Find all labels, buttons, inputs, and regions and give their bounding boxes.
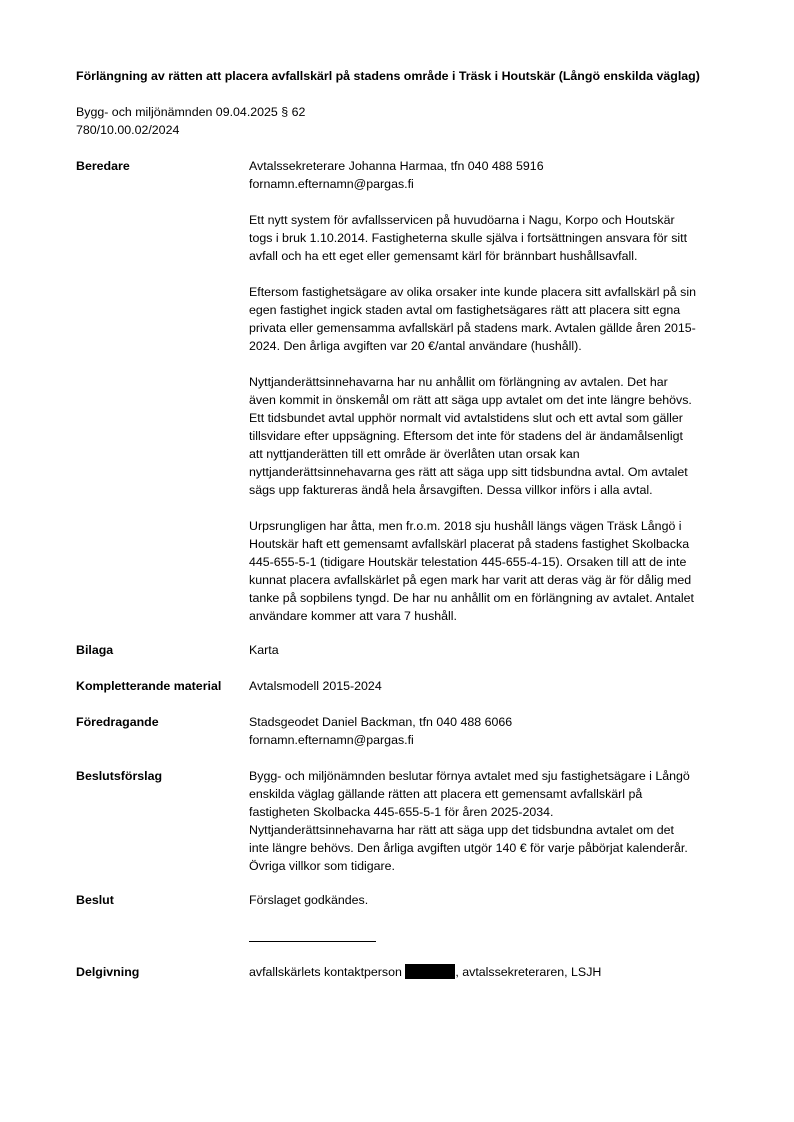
section-content <box>249 963 744 981</box>
section-label: Kompletterande material <box>76 679 222 693</box>
text-line: Ett nytt system för avfallsservicen på huvudöarna i Nagu, Korpo och Houtskär <box>249 213 675 227</box>
paragraph <box>249 373 744 499</box>
section-label: Bilaga <box>76 643 114 657</box>
section-label: Beredare <box>76 159 130 173</box>
section-content <box>249 767 744 875</box>
section-label: Delgivning <box>76 965 140 979</box>
text-line: fastigheten Skolbacka 445-655-5-1 för åren 2025-2034. <box>249 805 554 819</box>
text-line: avfall och ha ett eget eller gemensamt kärl för brännbart hushållsavfall. <box>249 249 638 263</box>
text-line: privata eller gemensamma avfallskärl på stadens mark. Avtalen gällde åren 2015- <box>249 321 696 335</box>
text-line: nyttjanderättsinnehavarna ges rätt att säga upp sitt tidsbundna avtal. Om avtalet <box>249 465 688 479</box>
text-line: Nyttjanderättsinnehavarna har nu anhållit om förlängning av avtalen. Det har <box>249 375 668 389</box>
distribution-text-rest: , avtalssekreteraren, LSJH <box>455 965 602 979</box>
text-line: Bygg- och miljönämnden beslutar förnya avtalet med sju fastighetsägare i Långö <box>249 769 690 783</box>
text-line: enskilda väglag gällande rätten att placera ett gemensamt avfallskärl på <box>249 787 643 801</box>
contact-line: Avtalssekreterare Johanna Harmaa, tfn 040 488 5916 <box>249 159 544 173</box>
text-line: Övriga villkor som tidigare. <box>249 859 395 873</box>
text-line: Houtskär haft ett gemensamt avfallskärl placerat på stadens fastighet Skolbacka <box>249 537 690 551</box>
document-meta <box>76 103 305 139</box>
paragraph <box>249 211 744 265</box>
text-line: tanke på sopbilens tyngd. De har nu anhållit om en förlängning av avtalet. Antalet <box>249 591 694 605</box>
text-line: Urpsrungligen har åtta, men fr.o.m. 2018 sju hushåll längs vägen Träsk Långö i <box>249 519 682 533</box>
text-line: inte längre behövs. Den årliga avgiften utgör 140 € för varje påbörjat kalenderår. <box>249 841 688 855</box>
text-line: togs i bruk 1.10.2014. Fastigheterna skulle själva i fortsättningen ansvara för sitt <box>249 231 688 245</box>
text-line: 2024. Den årliga avgiften var 20 €/antal användare (hushåll). <box>249 339 582 353</box>
text-line: Nyttjanderättsinnehavarna har rätt att säga upp det tidsbundna avtalet om det <box>249 823 674 837</box>
attachment-value: Karta <box>249 643 279 657</box>
separator-line <box>249 941 376 942</box>
text-line: egen fastighet ingick staden avtal om fastighetsägares rätt att placera sitt egna <box>249 303 681 317</box>
section-label: Beslut <box>76 893 114 907</box>
text-line: Eftersom fastighetsägare av olika orsaker inte kunde placera sitt avfallskärl på sin <box>249 285 696 299</box>
text-line: 445-655-5-1 (tidigare Houtskär telestation 445-655-4-15). Orsaken till att de inte <box>249 555 687 569</box>
section-content <box>249 157 744 643</box>
text-line: Ett tidsbundet avtal upphör normalt vid avtalstidens slut och ett avtal som gäller <box>249 411 683 425</box>
text-line: att nyttjanderätten till ett område är överlåten utan orsak kan <box>249 447 580 461</box>
paragraph <box>249 517 744 625</box>
paragraph <box>249 283 744 355</box>
text-line: sägs upp faktureras ändå hela årsavgiften. Dessa villkor införs i alla avtal. <box>249 483 653 497</box>
redacted-name <box>405 964 455 979</box>
text-line: användare kommer att vara 7 hushåll. <box>249 609 457 623</box>
supplementary-value: Avtalsmodell 2015-2024 <box>249 679 382 693</box>
text-line: kunnat placera avfallskärlet på egen mark har varit att deras väg är för dålig med <box>249 573 692 587</box>
section-label: Beslutsförslag <box>76 769 163 783</box>
text-line: tillsvidare efter uppsägning. Eftersom det inte för stadens del är ändamålsenligt <box>249 429 683 443</box>
decision-value: Förslaget godkändes. <box>249 893 369 907</box>
document-title: Förlängning av rätten att placera avfallskärl på stadens område i Träsk i Houtskär (Långö enskilda väglag) <box>76 69 700 83</box>
section-label: Föredragande <box>76 715 159 729</box>
email-line: fornamn.efternamn@pargas.fi <box>249 177 414 191</box>
section-content <box>249 713 744 749</box>
text-line: även kommit in önskemål om rätt att säga upp avtalet om det inte längre behövs. <box>249 393 692 407</box>
meeting-reference: Bygg- och miljönämnden 09.04.2025 § 62 <box>76 105 306 119</box>
preparer-contact <box>249 157 744 193</box>
distribution-text: avfallskärlets kontaktperson <box>249 965 406 979</box>
case-number: 780/10.00.02/2024 <box>76 123 180 137</box>
email-line: fornamn.efternamn@pargas.fi <box>249 733 414 747</box>
contact-line: Stadsgeodet Daniel Backman, tfn 040 488 6066 <box>249 715 513 729</box>
